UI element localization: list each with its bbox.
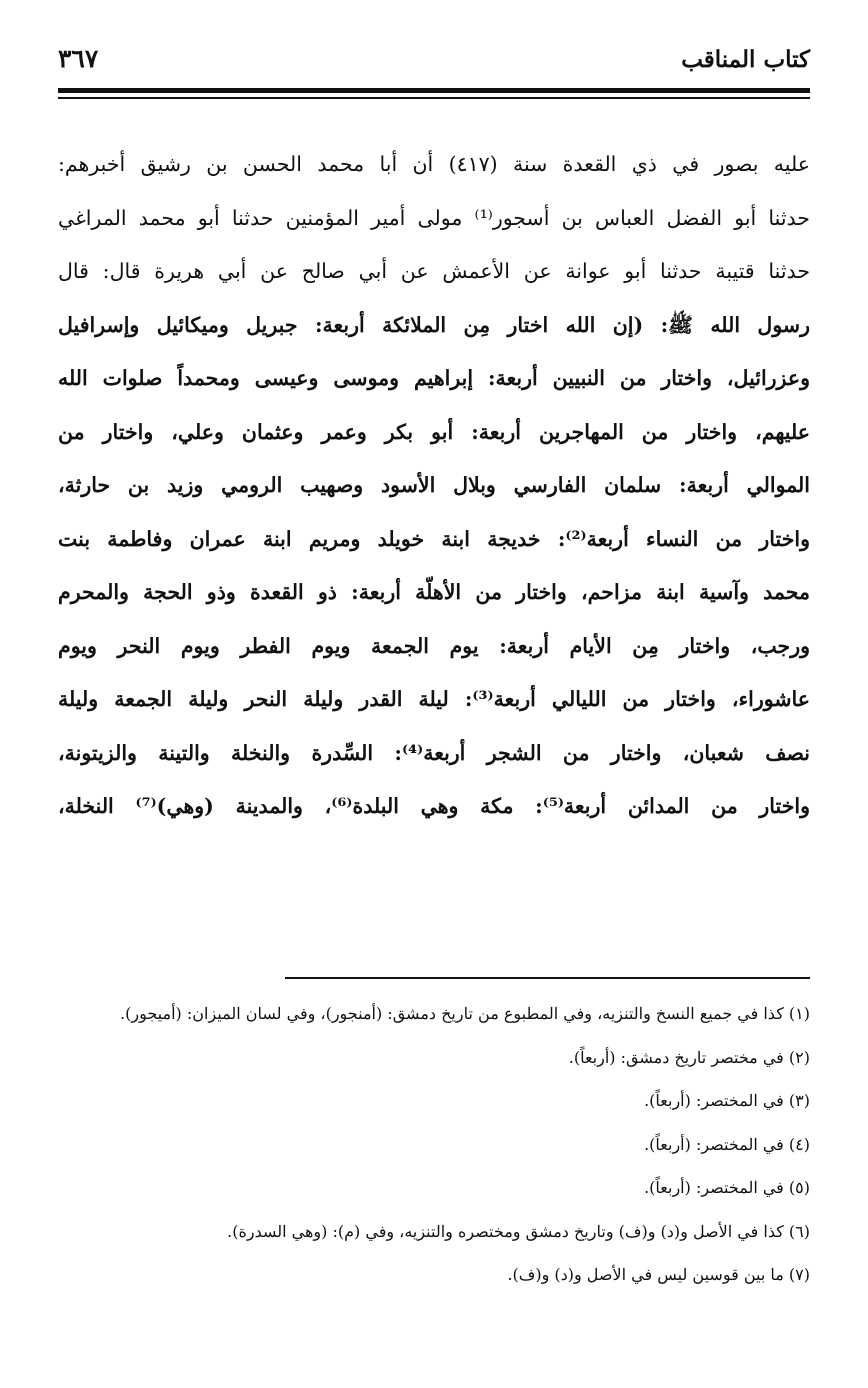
text-line: حدثنا أبو الفضل العباس بن أسجور⁽¹⁾ مولى أمير المؤمنين حدثنا أبو محمد المراغي xyxy=(58,205,810,230)
main-text xyxy=(58,138,810,834)
text-line: عليه بصور في ذي القعدة سنة (٤١٧) أن أبا محمد الحسن بن رشيق أخبرهم: xyxy=(58,152,810,176)
footnotes xyxy=(58,992,810,1297)
footnote-item: (٣) في المختصر: (أربعاً). xyxy=(644,1091,810,1110)
footnote-item: (٥) في المختصر: (أربعاً). xyxy=(644,1178,810,1197)
header-rule-thin xyxy=(58,97,810,99)
text-line: عليهم، واختار من المهاجرين أربعة: أبو بكر وعمر وعثمان وعلي، واختار من xyxy=(58,419,810,444)
text-line: محمد وآسية ابنة مزاحم، واختار من الأهلّة أربعة: ذو القعدة وذو الحجة والمحرم xyxy=(58,580,810,604)
text-line: حدثنا قتيبة حدثنا أبو عوانة عن الأعمش عن أبي صالح عن أبي هريرة قال: قال xyxy=(58,259,810,283)
header-rule-thick xyxy=(58,88,810,93)
page-number: ٣٦٧ xyxy=(58,44,99,73)
text-line: نصف شعبان، واختار من الشجر أربعة⁽⁴⁾: السِّدرة والنخلة والتينة والزيتونة، xyxy=(58,740,810,765)
text-line: عاشوراء، واختار من الليالي أربعة⁽³⁾: ليلة القدر وليلة النحر وليلة الجمعة وليلة xyxy=(58,687,810,711)
running-title: كتاب المناقب xyxy=(681,46,810,73)
footnote-item: (١) كذا في جميع النسخ والتنزيه، وفي المطبوع من تاريخ دمشق: (أمنجور)، وفي لسان الميزان: (أميجور). xyxy=(120,1004,810,1023)
text-line: واختار من النساء أربعة⁽²⁾: خديجة ابنة خويلد ومريم ابنة عمران وفاطمة بنت xyxy=(58,526,810,551)
footnote-item: (٢) في مختصر تاريخ دمشق: (أربعاً). xyxy=(568,1047,810,1067)
footnote-separator xyxy=(285,977,810,979)
text-line: واختار من المدائن أربعة⁽⁵⁾: مكة وهي البلدة⁽⁶⁾، والمدينة (وهي)⁽⁷⁾ النخلة، xyxy=(58,794,810,818)
text-line: ورجب، واختار مِن الأيام أربعة: يوم الجمعة ويوم الفطر ويوم النحر ويوم xyxy=(58,633,810,658)
text-line: وعزرائيل، واختار من النبيين أربعة: إبراهيم وموسى وعيسى ومحمداً صلوات الله xyxy=(58,366,810,390)
text-line: الموالي أربعة: سلمان الفارسي وبلال الأسود وصهيب الرومي وزيد بن حارثة، xyxy=(58,473,810,497)
page-header xyxy=(58,40,810,84)
footnote-item: (٤) في المختصر: (أربعاً). xyxy=(644,1134,810,1154)
text-line: رسول الله ﷺ: (إن الله اختار مِن الملائكة أربعة: جبريل وميكائيل وإسرافيل xyxy=(58,312,810,337)
footnote-item: (٧) ما بين قوسين ليس في الأصل و(د) و(ف). xyxy=(507,1265,810,1284)
footnote-item: (٦) كذا في الأصل و(د) و(ف) وتاريخ دمشق ومختصره والتنزيه، وفي (م): (وهي السدرة). xyxy=(227,1221,810,1241)
